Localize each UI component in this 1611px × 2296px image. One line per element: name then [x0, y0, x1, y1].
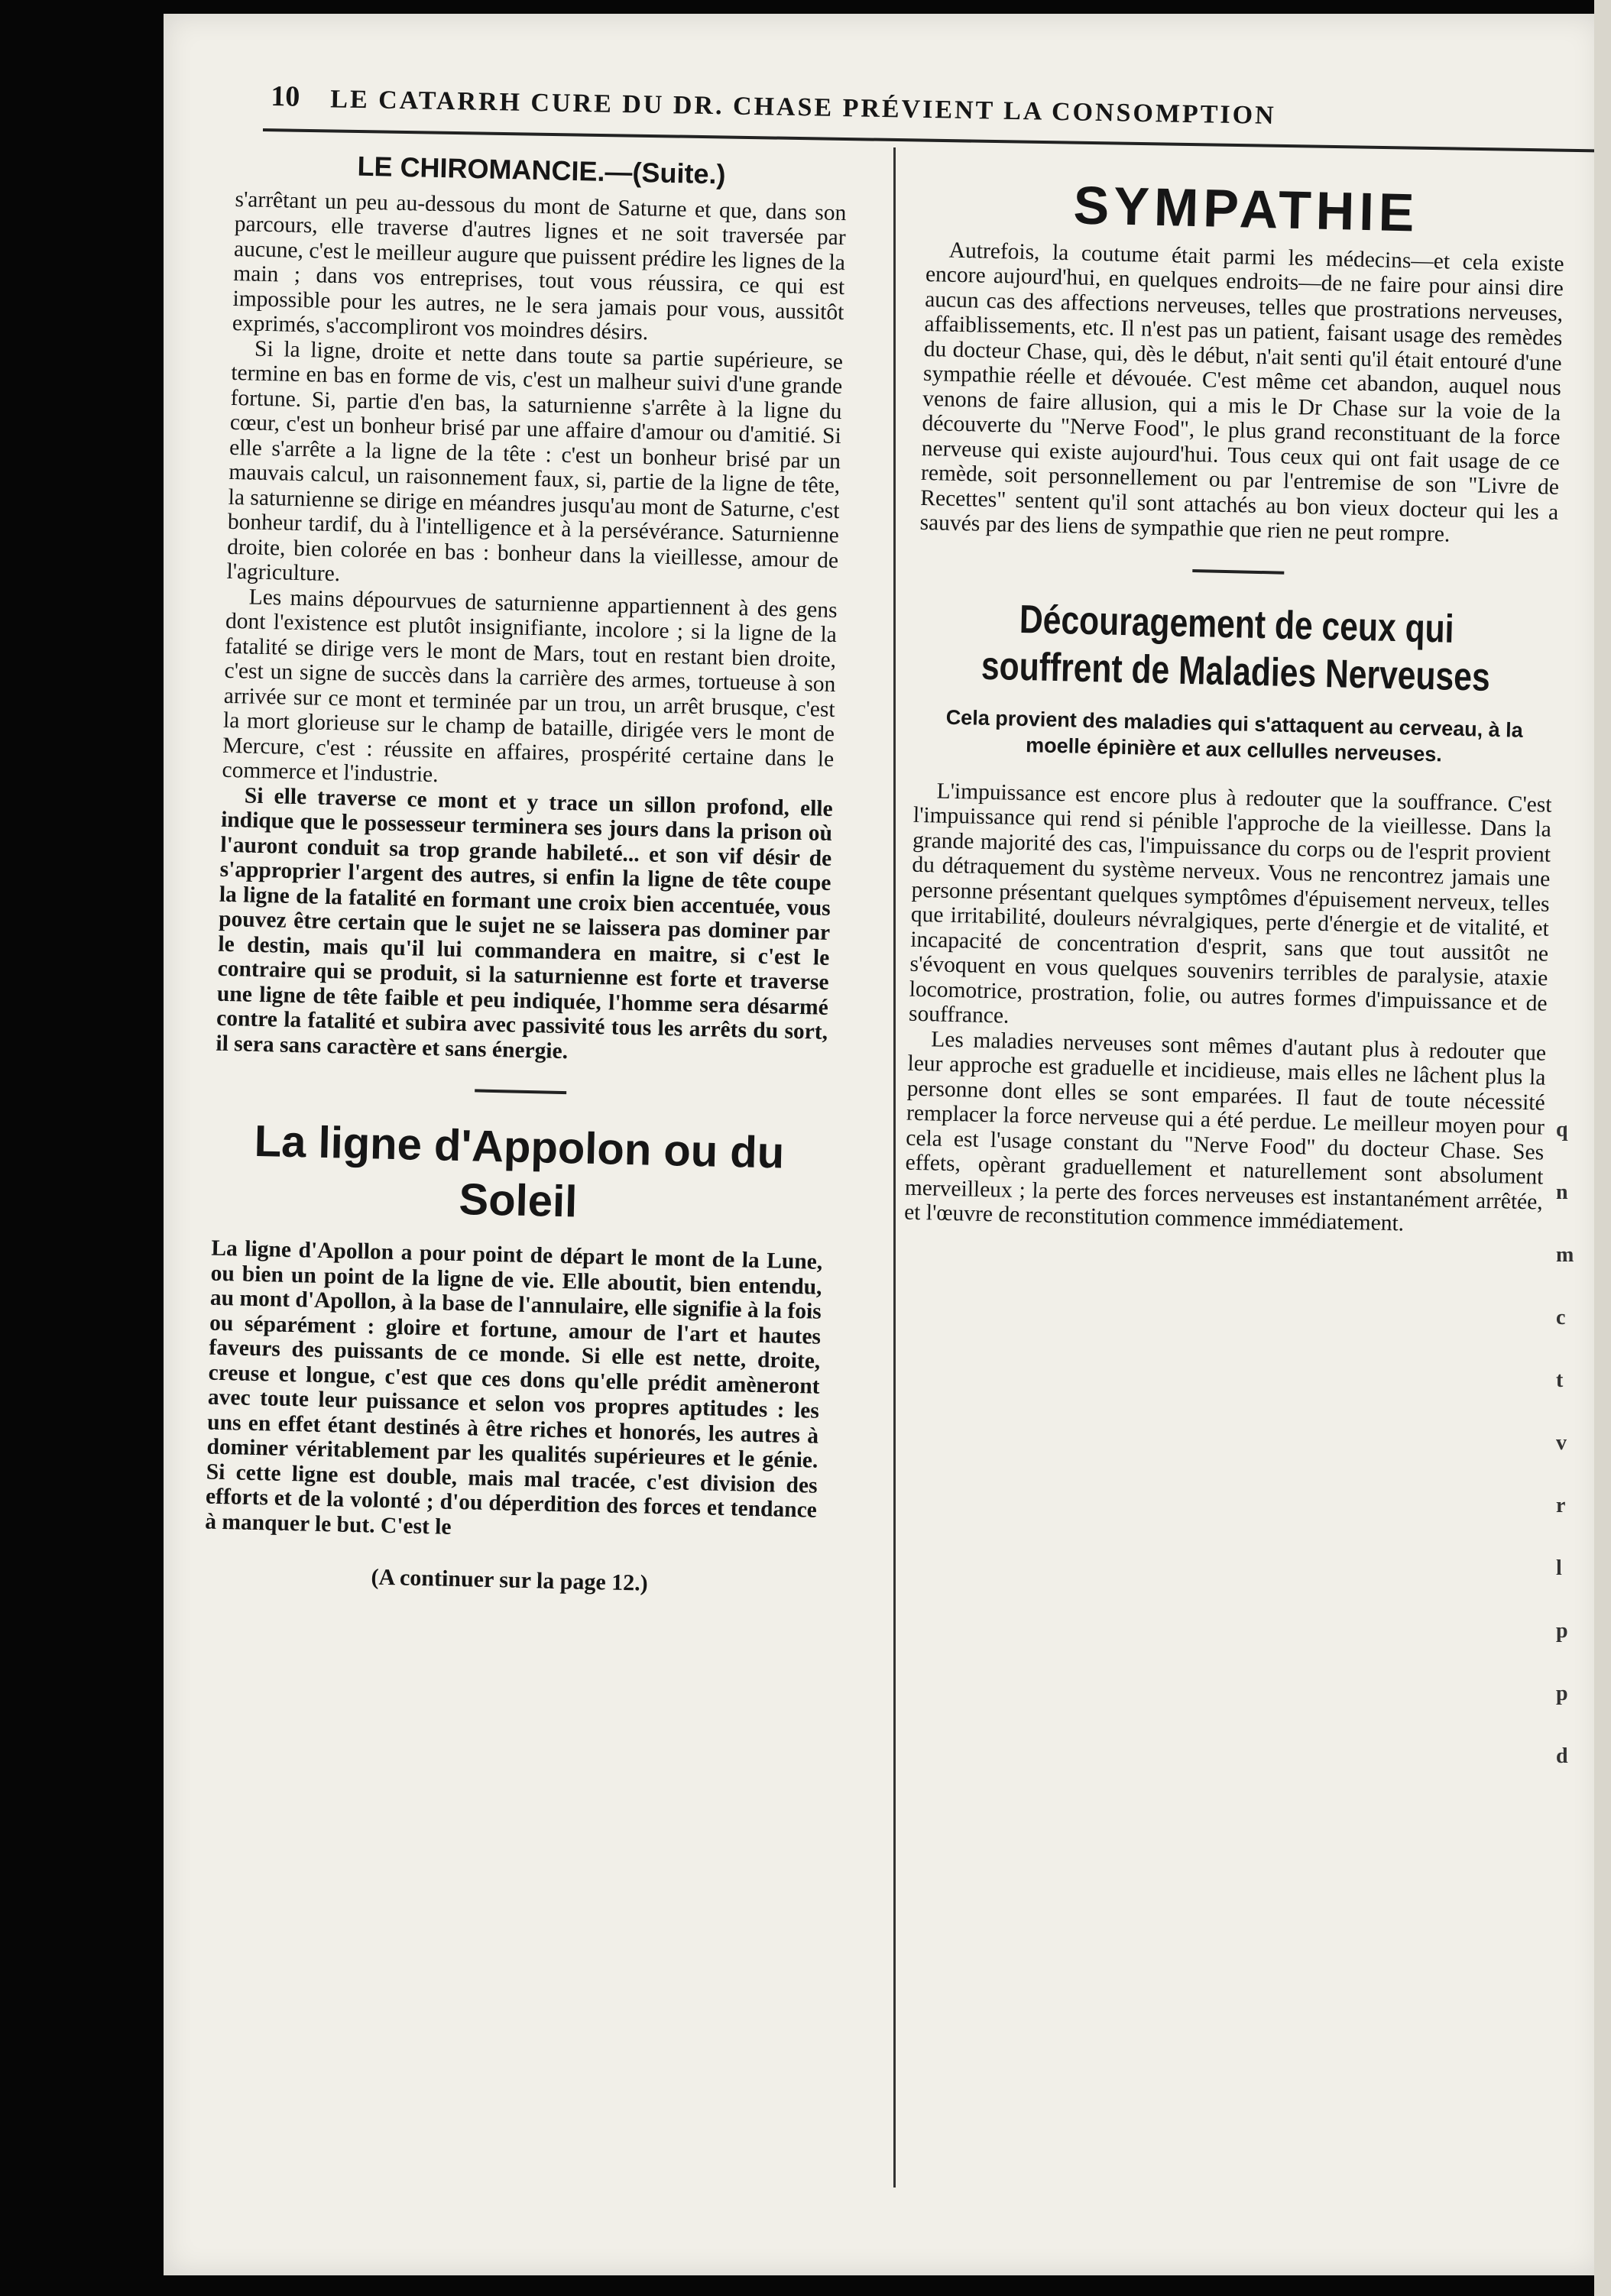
- decouragement-heading: Découragement de ceux qui souffrent de Maladies Nerveuses: [981, 597, 1491, 700]
- paragraph: Si elle traverse ce mont et y trace un sillon profond, elle indique que le possesseur terminera ses jours dans la prison où l'auront conduit sa trop grande habileté... et son vif désir de s'approprier l'argent des autres, si enfin la ligne de tête coupe la ligne de la fatalité en formant une croix bien accentuée, vous pouvez être certain que le sujet ne se laissera pas dominer par le destin, mais qu'il lui commandera en maitre, si c'est le contraire qui se produit, si la saturnienne est forte et traverse une ligne de tête faible et peu indiquée, l'homme sera désarmé contre la fatalité et subira avec passivité tous les arrêts du sort, il sera sans caractère et sans énergie.: [216, 782, 834, 1064]
- bleed-letter: r: [1556, 1494, 1566, 1517]
- section-rule: [1192, 568, 1284, 574]
- bleed-letter: p: [1556, 1619, 1568, 1643]
- newspaper-page: [164, 14, 1602, 2275]
- bleed-letter: l: [1556, 1556, 1562, 1580]
- page-header: [271, 67, 1570, 136]
- sympathie-heading: SYMPATHIE: [1072, 175, 1420, 243]
- chiromancie-body: [216, 186, 847, 1069]
- paragraph: Les maladies nerveuses sont mêmes d'autant plus à redouter que leur approche est graduelle et incidieuse, mais elles ne lâchent plus la personne dont elles se sont emparées. Il faut de toute nécessité remplacer la force nerveuse qui a été perdue. Le meilleur moyen pour cela est l'usage constant du "Nerve Food" du docteur Chase. Ses effets, opèrant graduellement et naturellement sont absolument merveilleux ; la perte des forces nerveuses est instantanément arrêtée, et l'œuvre de reconstitution commence immédiatement.: [903, 1026, 1547, 1236]
- appolon-heading: La ligne d'Appolon ou du Soleil: [254, 1116, 785, 1227]
- sympathie-body: [919, 237, 1564, 549]
- bleed-letter: q: [1556, 1118, 1568, 1142]
- bleed-letter: n: [1556, 1180, 1568, 1204]
- decouragement-body: [904, 778, 1552, 1239]
- bleed-letter: d: [1556, 1744, 1568, 1768]
- chiromancie-heading: LE CHIROMANCIE.—(Suite.): [357, 150, 726, 190]
- paragraph: Si la ligne, droite et nette dans toute sa partie supérieure, se termine en bas en forme de vis, c'est un malheur suivi d'une grande fortune. Si, partie d'en bas, la saturnienne s'arrête à la ligne du cœur, c'est un bonheur brisé par une affaire d'amour ou d'amitié. Si elle s'arrête a la ligne de la tête : c'est un bonheur brisé par un mauvais calcul, un raisonnement faux, si, partie de la ligne de tête, la saturnienne se dirige en méandres jusqu'au mont de Saturne, c'est bonheur tardif, du à l'intelligence et à la persévérance. Saturnienne droite, bien colorée en bas : bonheur dans la vieillesse, amour de l'agriculture.: [226, 336, 844, 587]
- column-divider: [893, 147, 896, 2188]
- decouragement-deck: Cela provient des maladies qui s'attaquent au cerveau, à la moelle épinière et aux cellulles nerveuses.: [945, 705, 1524, 766]
- edge-bleed-text: [1556, 1099, 1579, 1788]
- page-number: 10: [271, 80, 300, 113]
- paragraph: La ligne d'Apollon a pour point de départ le mont de la Lune, ou bien un point de la ligne de vie. Elle aboutit, bien entendu, au mont d'Apollon, à la base de l'annulaire, elle signifie à la fois ou séparément : gloire et fortune, amour de l'art et hautes faveurs des puissants de ce monde. Si elle est nette, droite, creuse et longue, c'est que ces dons qu'elle prédit amèneront avec toute leur puissance et selon vos propres aptitudes : les uns en effet étant destinés à être riches et honorés, les autres à dominer véritablement par les qualités supérieures et le génie. Si cette ligne est double, mais mal tracée, c'est division des efforts et de la volonté ; d'ou déperdition des forces et tendance à manquer le but. C'est le: [204, 1235, 823, 1540]
- paragraph: Autrefois, la coutume était parmi les médecins—et cela existe encore aujourd'hui, en quelques endroits—de ne faire pour ainsi dire aucun cas des affections nerveuses, telles que prostrations nerveuses, affaiblissements, etc. Il n'est pas un patient, faisant usage des remèdes du docteur Chase, qui, dès le début, n'ait senti qu'il était entouré d'une sympathie réelle et dévouée. C'est même cet abandon, auquel nous venons de faire allusion, qui a mis le Dr Chase sur la voie de la découverte du "Nerve Food", le plus grand reconstituant de la force nerveuse qui existe aujourd'hui. Tous ceux qui ont fait usage de ce remède, soit personnellement ou par l'entremise de son "Livre de Recettes" sentent qu'il sont attachés au bon vieux docteur qui les a sauvés par des liens de sympathie que rien ne peut rompre.: [919, 238, 1564, 547]
- bleed-letter: v: [1556, 1431, 1567, 1455]
- continued-note: (A continuer sur la page 12.): [371, 1564, 649, 1596]
- running-title: LE CATARRH CURE DU DR. CHASE PRÉVIENT LA CONSOMPTION: [330, 85, 1276, 130]
- appolon-body: [205, 1236, 823, 1548]
- bleed-letter: p: [1556, 1682, 1568, 1705]
- left-column: [203, 151, 847, 1600]
- scan-edge: [1594, 0, 1611, 2296]
- paragraph: s'arrêtant un peu au-dessous du mont de Saturne et que, dans son parcours, elle traverse d'autres lignes et ne soit traversée par aucune, c'est le meilleur augure que puissent prédire les lignes de la main ; dans vos entreprises, tout vous réussira, ce qui est impossible pour les autres, ne le sera jamais pour vous, aussitôt exprimés, s'accompliront vos moindres désirs.: [232, 186, 847, 345]
- section-rule: [475, 1089, 566, 1094]
- paragraph: L'impuissance est encore plus à redouter que la souffrance. C'est l'impuissance qui rend si pénible l'approche de la vieillesse. Dans la grande majorité des cas, l'impuissance du corps ou de l'esprit provient du détraquement du système nerveux. Vous ne rencontrez jamais une personne présentant quelques symptômes d'épuisement nerveux, telles que irritabilité, douleurs névralgiques, perte d'énergie et de vitalité, et incapacité de concentration d'esprit, sans que tout aussitôt ne s'évoquent en vous quelques souvenirs terribles de paralysie, ataxie locomotrice, prostration, folie, ou autres formes d'impuissance et de souffrance.: [908, 778, 1552, 1028]
- right-column: [904, 174, 1566, 1239]
- bleed-letter: m: [1556, 1243, 1574, 1267]
- paragraph: Les mains dépourvues de saturnienne appartiennent à des gens dont l'existence est plutôt insignifiante, incolore ; si la ligne de la fatalité se dirige vers le mont de Mars, tout en restant bien droite, c'est un signe de succès dans la carrière des armes, tortueuse à son arrivée sur ce mont et terminée par un trou, un arrêt brusque, c'est la mort glorieuse sur le champ de bataille, dirigée vers le mont de Mercure, c'est : réussite en affaires, prospérité certaine dans le commerce et l'industrie.: [222, 585, 838, 788]
- bleed-letter: t: [1556, 1368, 1564, 1392]
- bleed-letter: c: [1556, 1306, 1566, 1329]
